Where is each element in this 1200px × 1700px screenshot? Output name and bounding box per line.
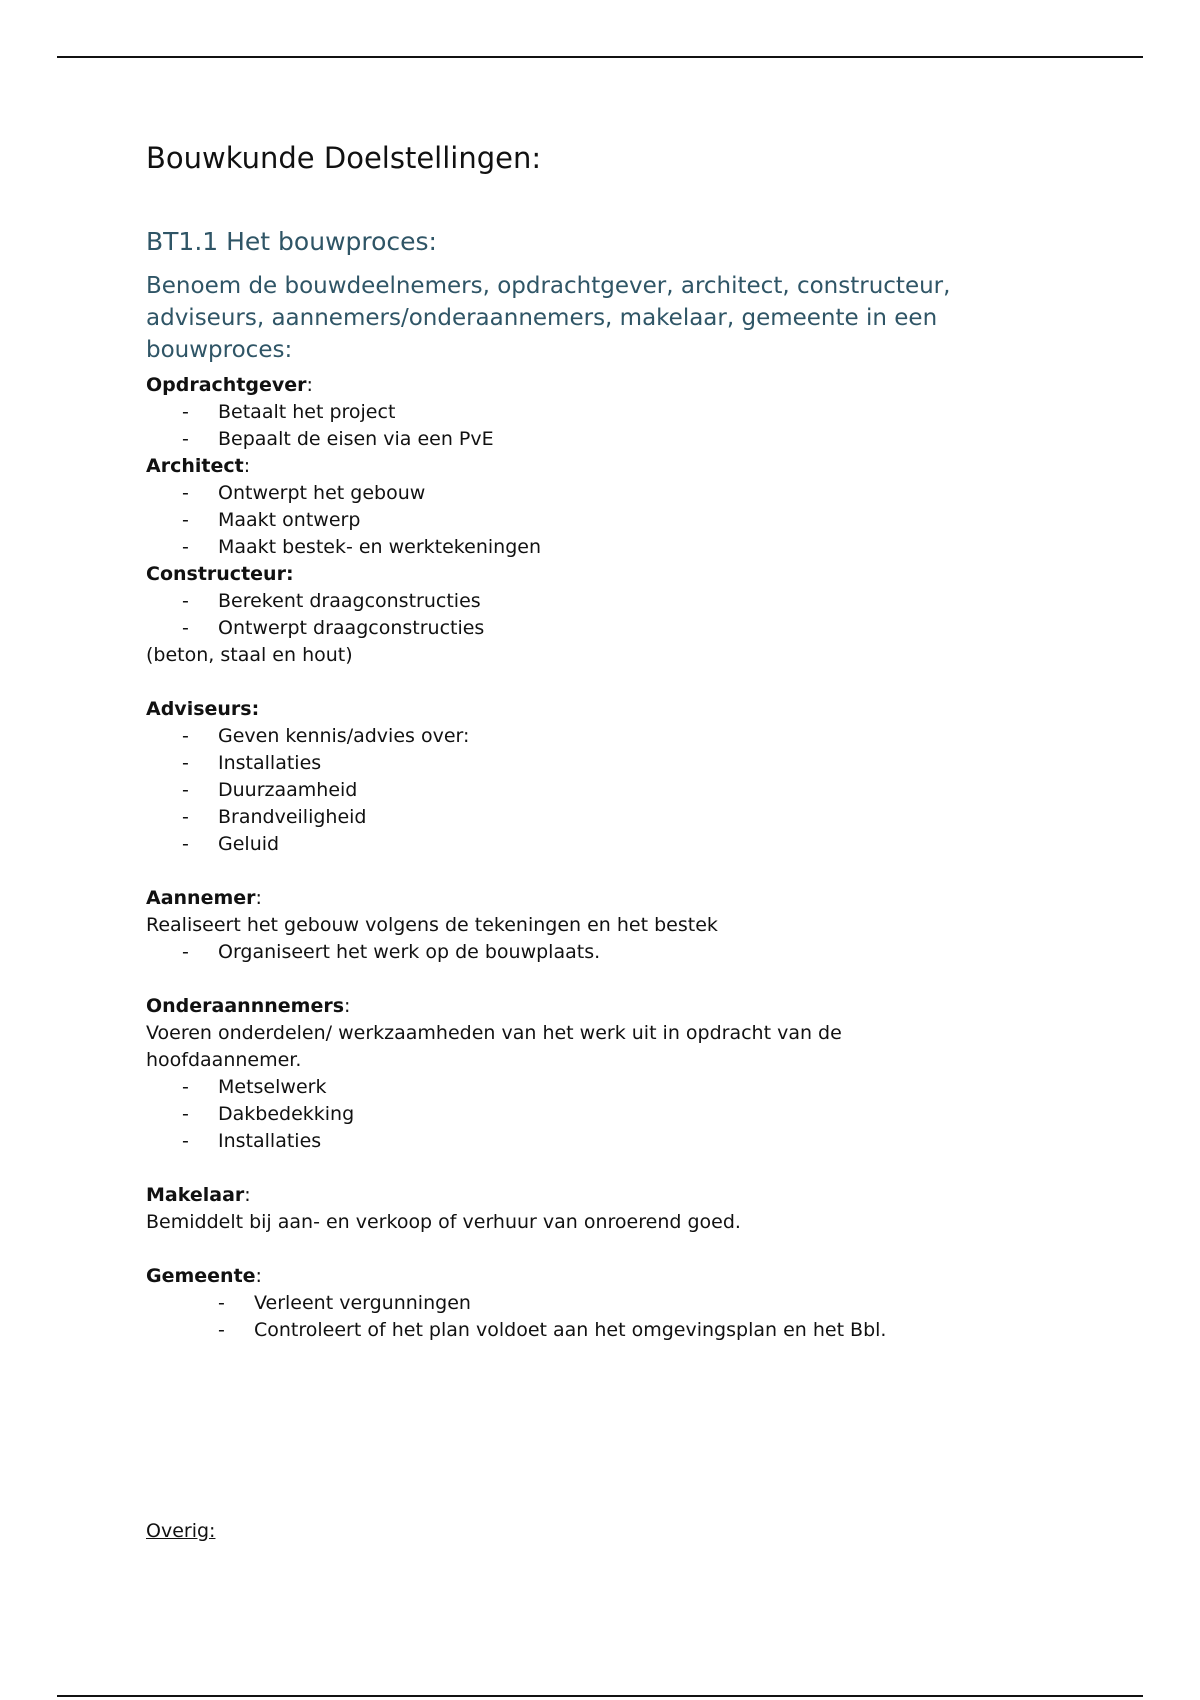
footer-rule: [57, 1695, 1143, 1697]
architect-colon: :: [243, 455, 251, 478]
list-item: - Geven kennis/advies over:: [146, 723, 1106, 750]
list-item: - Ontwerpt het gebouw: [146, 480, 1106, 507]
aannemer-heading: [146, 885, 1106, 912]
participants-list: [146, 372, 1106, 1344]
adviseurs-heading: [146, 696, 1106, 723]
list-item: - Bepaalt de eisen via een PvE: [146, 426, 1106, 453]
document-title: Bouwkunde Doelstellingen:: [146, 141, 542, 175]
list-item: - Geluid: [146, 831, 1106, 858]
overig-heading: Overig:: [146, 1520, 216, 1542]
makelaar-text: Bemiddelt bij aan- en verkoop of verhuur van onroerend goed.: [146, 1211, 741, 1234]
makelaar-colon: :: [244, 1184, 251, 1207]
spacer: [146, 669, 1106, 696]
list-item: - Installaties: [146, 1128, 1106, 1155]
gemeente-label: Gemeente: [146, 1265, 256, 1288]
list-item: - Metselwerk: [146, 1074, 1106, 1101]
list-item: - Brandveiligheid: [146, 804, 1106, 831]
opdrachtgever-heading: [146, 372, 1106, 399]
aannemer-colon: :: [255, 887, 262, 910]
aannemer-text: Realiseert het gebouw volgens de tekeningen en het bestek: [146, 914, 718, 937]
list-item: - Betaalt het project: [146, 399, 1106, 426]
section-subheading: Benoem de bouwdeelnemers, opdrachtgever, architect, constructeur, adviseurs, aannemers/onderaannemers, makelaar, gemeente in een bouwproces:: [146, 273, 951, 364]
opdrachtgever-label: Opdrachtgever: [146, 374, 307, 397]
gemeente-heading: [146, 1263, 1106, 1290]
aannemer-list: [146, 939, 1106, 966]
adviseurs-list: [146, 723, 1106, 858]
makelaar-label: Makelaar: [146, 1184, 245, 1207]
list-item: - Verleent vergunningen: [146, 1290, 1106, 1317]
list-item: - Dakbedekking: [146, 1101, 1106, 1128]
list-item: - Duurzaamheid: [146, 777, 1106, 804]
list-item: - Organiseert het werk op de bouwplaats.: [146, 939, 1106, 966]
opdrachtgever-colon: :: [306, 374, 313, 397]
list-item: - Installaties: [146, 750, 1106, 777]
onderaannemers-label: Onderaannnemers: [146, 995, 345, 1018]
onderaannemers-heading: [146, 993, 1106, 1020]
spacer: [146, 1236, 1106, 1263]
spacer: [146, 858, 1106, 885]
architect-heading: [146, 453, 1106, 480]
list-item: - Controleert of het plan voldoet aan het omgevingsplan en het Bbl.: [146, 1317, 1106, 1344]
constructeur-note: (beton, staal en hout): [146, 644, 353, 667]
opdrachtgever-list: [146, 399, 1106, 453]
document-body: [146, 140, 1106, 1344]
constructeur-list: [146, 588, 1106, 642]
constructeur-heading: [146, 561, 1106, 588]
list-item: - Maakt ontwerp: [146, 507, 1106, 534]
list-item: - Ontwerpt draagconstructies: [146, 615, 1106, 642]
makelaar-heading: [146, 1182, 1106, 1209]
adviseurs-label: Adviseurs:: [146, 698, 260, 721]
gemeente-colon: :: [255, 1265, 262, 1288]
architect-label: Architect: [146, 455, 244, 478]
list-item: - Maakt bestek- en werktekeningen: [146, 534, 1106, 561]
spacer: [146, 1155, 1106, 1182]
list-item: - Berekent draagconstructies: [146, 588, 1106, 615]
header-rule: [57, 56, 1143, 58]
aannemer-label: Aannemer: [146, 887, 256, 910]
gemeente-list: [146, 1290, 1106, 1344]
onderaannemers-text: Voeren onderdelen/ werkzaamheden van het werk uit in opdracht van de hoofdaannemer.: [146, 1022, 842, 1072]
section-heading: BT1.1 Het bouwproces:: [146, 226, 437, 256]
onderaannemers-list: [146, 1074, 1106, 1155]
spacer: [146, 966, 1106, 993]
architect-list: [146, 480, 1106, 561]
onderaannemers-colon: :: [344, 995, 351, 1018]
constructeur-label: Constructeur:: [146, 563, 294, 586]
